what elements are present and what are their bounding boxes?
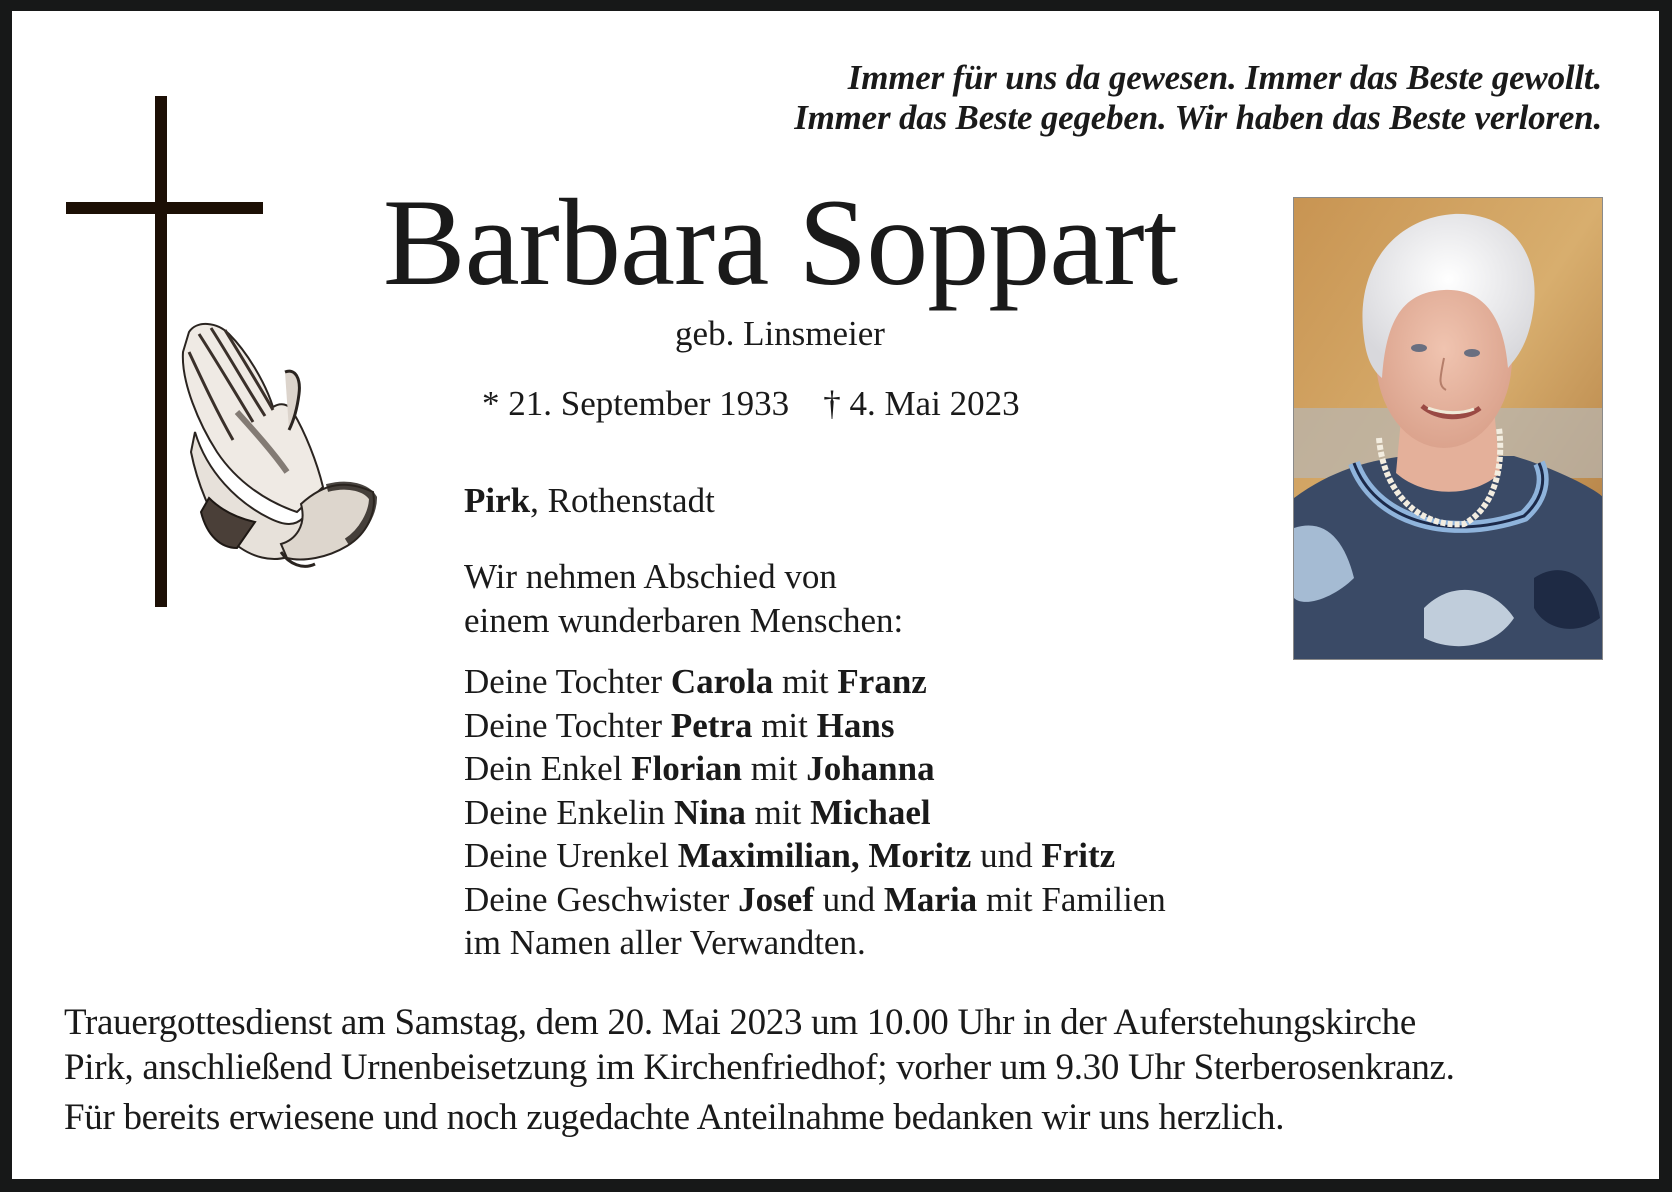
mourner-name: Nina	[673, 792, 746, 832]
connector: mit	[752, 705, 817, 745]
mourner-row	[464, 878, 1166, 922]
maiden-name: geb. Linsmeier	[675, 314, 885, 353]
birth-symbol: *	[482, 384, 500, 423]
memorial-quote	[794, 58, 1602, 138]
relation: Deine Urenkel	[464, 836, 678, 875]
deceased-name: Barbara Soppart	[382, 174, 1178, 311]
life-dates	[482, 384, 1020, 424]
farewell-intro	[464, 555, 903, 642]
connector: mit	[773, 662, 838, 701]
partner-name: Hans	[816, 705, 895, 745]
suffix: mit Familien	[977, 879, 1166, 919]
funeral-service-info	[64, 1000, 1644, 1090]
relation: Deine Enkelin	[464, 792, 674, 832]
intro-line-2: einem wunderbaren Menschen:	[464, 600, 904, 640]
partner-name: Johanna	[806, 749, 935, 788]
mourner-name: Maximilian, Moritz	[677, 836, 972, 875]
mourner-row	[464, 660, 1166, 704]
service-line-2: Pirk, anschließend Urnenbeisetzung im Kirchenfriedhof; vorher um 9.30 Uhr Sterberosenkranz.	[64, 1047, 1455, 1088]
relation: Deine Geschwister	[464, 879, 739, 919]
residence	[464, 481, 715, 521]
mourner-name: Carola	[670, 662, 774, 701]
residence-town: Pirk	[464, 481, 531, 520]
quote-line-1: Immer für uns da gewesen. Immer das Beste gewollt.	[847, 58, 1602, 97]
praying-hands-icon	[177, 312, 377, 580]
mourner-row	[464, 791, 1166, 835]
thanks-note: Für bereits erwiesene und noch zugedachte Anteilnahme bedanken wir uns herzlich.	[64, 1097, 1285, 1138]
quote-line-2: Immer das Beste gegeben. Wir haben das Beste verloren.	[794, 98, 1602, 137]
relation: Deine Tochter	[464, 705, 671, 745]
mourner-name: Josef	[738, 879, 814, 919]
mourner-name: Florian	[631, 749, 743, 788]
partner-name: Maria	[883, 879, 978, 919]
cross-horizontal-bar	[66, 202, 263, 214]
connector: mit	[742, 749, 807, 788]
connector: mit	[745, 792, 811, 832]
cross-vertical-bar	[155, 96, 167, 607]
service-line-1: Trauergottesdienst am Samstag, dem 20. Mai 2023 um 10.00 Uhr in der Auferstehungskirche	[64, 1002, 1416, 1043]
portrait-photo	[1293, 197, 1603, 660]
mourner-name: Petra	[670, 705, 753, 745]
connector: und	[971, 836, 1042, 875]
mourner-row	[464, 834, 1166, 878]
partner-name: Michael	[810, 792, 931, 832]
mourner-row	[464, 747, 1166, 791]
closing-line: im Namen aller Verwandten.	[464, 923, 866, 962]
dagger-icon: †	[823, 384, 841, 423]
intro-line-1: Wir nehmen Abschied von	[464, 557, 837, 596]
birth-date: 21. September 1933	[508, 384, 790, 423]
death-date: 4. Mai 2023	[849, 384, 1020, 423]
partner-name: Franz	[837, 662, 927, 701]
connector: und	[813, 879, 884, 919]
mourners-list	[464, 660, 1166, 965]
relation: Deine Tochter	[464, 662, 671, 701]
relation: Dein Enkel	[464, 749, 632, 788]
partner-name: Fritz	[1041, 836, 1116, 875]
residence-district: , Rothenstadt	[530, 481, 715, 520]
mourner-row	[464, 704, 1166, 748]
